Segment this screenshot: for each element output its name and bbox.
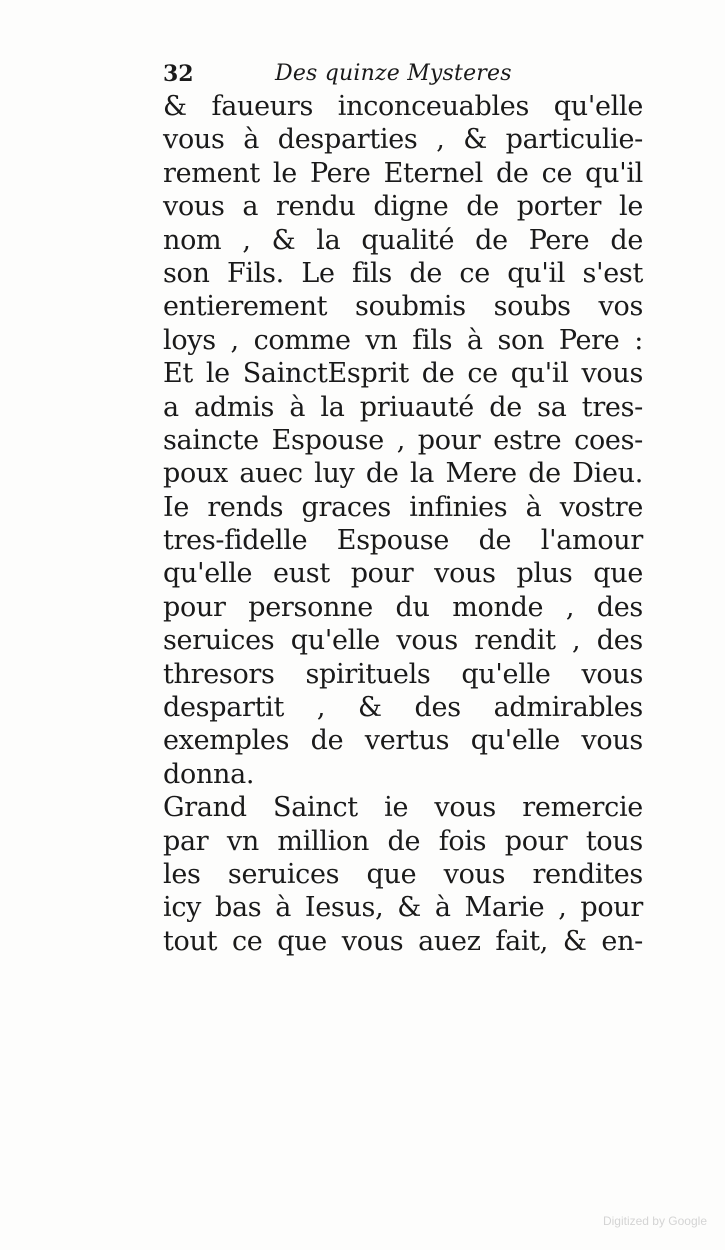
text-line: seruices qu'elle vous rendit , des	[163, 625, 643, 657]
text-line: rement le Pere Eternel de ce qu'il	[163, 157, 643, 189]
text-line: pour personne du monde , des	[163, 591, 643, 623]
text-line: entierement soubmis soubs vos	[163, 291, 643, 323]
text-line: & faueurs inconceuables qu'elle	[163, 91, 643, 122]
running-title: Des quinze Mysteres	[275, 61, 512, 86]
digitization-watermark: Digitized by Google	[602, 1214, 707, 1228]
text-line: donna.	[163, 758, 255, 790]
text-line: Ie rends graces infinies à vostre	[163, 491, 643, 523]
text-line: despartit , & des admirables	[163, 692, 643, 724]
text-line: vous à desparties , & particulie-	[163, 124, 643, 156]
text-line: son Fils. Le fils de ce qu'il s'est	[163, 257, 643, 289]
text-line: saincte Espouse , pour estre coes-	[163, 424, 643, 456]
text-line: qu'elle eust pour vous plus que	[163, 558, 643, 590]
text-line: Grand Sainct ie vous remercie	[163, 792, 643, 824]
text-line: vous a rendu digne de porter le	[163, 191, 643, 223]
text-line: tout ce que vous auez fait, & en-	[163, 925, 643, 957]
text-line: thresors spirituels qu'elle vous	[163, 658, 643, 690]
text-line: nom , & la qualité de Pere de	[163, 224, 643, 256]
text-line: Et le SainctEsprit de ce qu'il vous	[163, 358, 643, 390]
text-line: icy bas à Iesus, & à Marie , pour	[163, 892, 643, 924]
body-text	[163, 90, 643, 958]
text-line: les seruices que vous rendites	[163, 858, 643, 890]
text-line: poux auec luy de la Mere de Dieu.	[163, 458, 643, 490]
text-line: loys , comme vn fils à son Pere :	[163, 324, 643, 356]
text-line: exemples de vertus qu'elle vous	[163, 725, 643, 757]
page-number: 32	[163, 61, 194, 87]
text-line: a admis à la priuauté de sa tres-	[163, 391, 643, 423]
running-head	[163, 56, 643, 92]
text-line: tres-fidelle Espouse de l'amour	[163, 525, 643, 557]
text-line: par vn million de fois pour tous	[163, 825, 643, 857]
